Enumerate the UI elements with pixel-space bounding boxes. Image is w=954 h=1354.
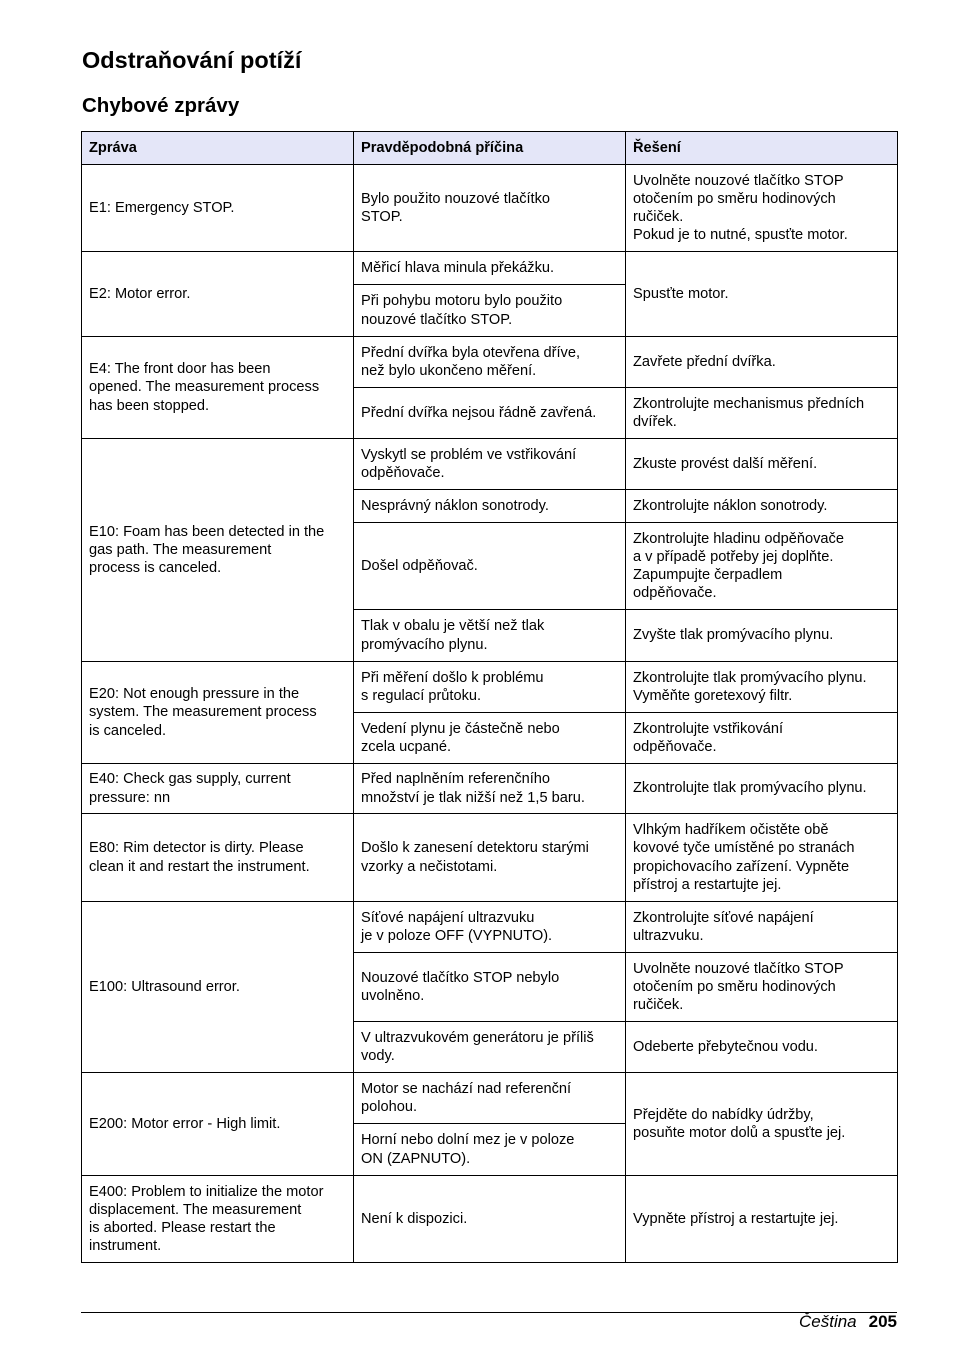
solution: Zvyšte tlak promývacího plynu.	[626, 610, 898, 662]
probable-cause: Horní nebo dolní mez je v poloze ON (ZAPNUTO).	[354, 1124, 626, 1176]
probable-cause: Vyskytl se problém ve vstřikování odpěňovače.	[354, 439, 626, 490]
footer-divider	[81, 1312, 897, 1313]
page-number: 205	[868, 1312, 897, 1331]
table-header-row	[82, 132, 898, 165]
solution: Zkontrolujte vstřikování odpěňovače.	[626, 713, 898, 764]
table-row	[82, 439, 898, 490]
table-row	[82, 902, 898, 953]
probable-cause: V ultrazvukovém generátoru je příliš vody.	[354, 1022, 626, 1073]
header-solution: Řešení	[626, 132, 898, 165]
table-row	[82, 337, 898, 388]
solution: Zkontrolujte síťové napájení ultrazvuku.	[626, 902, 898, 953]
solution: Zkontrolujte tlak promývacího plynu.	[626, 764, 898, 814]
error-messages-table	[81, 131, 898, 1263]
probable-cause: Přední dvířka nejsou řádně zavřená.	[354, 388, 626, 439]
probable-cause: Tlak v obalu je větší než tlak promývacího plynu.	[354, 610, 626, 662]
page-title: Odstraňování potíží	[82, 47, 302, 73]
probable-cause: Nouzové tlačítko STOP nebylo uvolněno.	[354, 953, 626, 1022]
probable-cause: Síťové napájení ultrazvuku je v poloze OFF (VYPNUTO).	[354, 902, 626, 953]
probable-cause: Došel odpěňovač.	[354, 523, 626, 610]
error-message: E1: Emergency STOP.	[82, 165, 354, 252]
solution: Zkontrolujte mechanismus předních dvířek.	[626, 388, 898, 439]
error-message: E80: Rim detector is dirty. Please clean it and restart the instrument.	[82, 814, 354, 902]
probable-cause: Přední dvířka byla otevřena dříve, než bylo ukončeno měření.	[354, 337, 626, 388]
table-row	[82, 1073, 898, 1124]
solution: Přejděte do nabídky údržby, posuňte motor dolů a spusťte jej.	[626, 1073, 898, 1176]
probable-cause: Měřicí hlava minula překážku.	[354, 252, 626, 285]
section-title: Chybové zprávy	[82, 94, 240, 117]
probable-cause: Při měření došlo k problému s regulací průtoku.	[354, 662, 626, 713]
probable-cause: Před naplněním referenčního množství je tlak nižší než 1,5 baru.	[354, 764, 626, 814]
probable-cause: Vedení plynu je částečně nebo zcela ucpané.	[354, 713, 626, 764]
table-row	[82, 814, 898, 902]
solution: Zavřete přední dvířka.	[626, 337, 898, 388]
probable-cause: Není k dispozici.	[354, 1176, 626, 1263]
probable-cause: Došlo k zanesení detektoru starými vzorky a nečistotami.	[354, 814, 626, 902]
probable-cause: Motor se nachází nad referenční polohou.	[354, 1073, 626, 1124]
table-row	[82, 252, 898, 285]
solution: Zkontrolujte náklon sonotrody.	[626, 490, 898, 523]
error-message: E10: Foam has been detected in the gas path. The measurement process is canceled.	[82, 439, 354, 662]
error-message: E20: Not enough pressure in the system. The measurement process is canceled.	[82, 662, 354, 764]
table-row	[82, 165, 898, 252]
error-message: E4: The front door has been opened. The measurement process has been stopped.	[82, 337, 354, 439]
solution: Uvolněte nouzové tlačítko STOP otočením po směru hodinových ručiček.	[626, 953, 898, 1022]
solution: Spusťte motor.	[626, 252, 898, 337]
footer-language: Čeština	[798, 1312, 857, 1331]
error-message: E40: Check gas supply, current pressure: nn	[82, 764, 354, 814]
solution: Vlhkým hadříkem očistěte obě kovové tyče umístěné po stranách propichovacího zařízení. Vypněte přístroj a restartujte jej.	[626, 814, 898, 902]
probable-cause: Nesprávný náklon sonotrody.	[354, 490, 626, 523]
solution: Zkontrolujte hladinu odpěňovače a v případě potřeby jej doplňte. Zapumpujte čerpadlem odpěňovače.	[626, 523, 898, 610]
table-row	[82, 764, 898, 814]
error-message: E400: Problem to initialize the motor displacement. The measurement is aborted. Please restart the instrument.	[82, 1176, 354, 1263]
solution: Zkuste provést další měření.	[626, 439, 898, 490]
solution: Zkontrolujte tlak promývacího plynu. Vyměňte goretexový filtr.	[626, 662, 898, 713]
solution: Uvolněte nouzové tlačítko STOP otočením po směru hodinových ručiček. Pokud je to nutné, spusťte motor.	[626, 165, 898, 252]
probable-cause: Při pohybu motoru bylo použito nouzové tlačítko STOP.	[354, 285, 626, 337]
solution: Vypněte přístroj a restartujte jej.	[626, 1176, 898, 1263]
table-row	[82, 1176, 898, 1263]
header-message: Zpráva	[82, 132, 354, 165]
solution: Odeberte přebytečnou vodu.	[626, 1022, 898, 1073]
error-message: E200: Motor error - High limit.	[82, 1073, 354, 1176]
header-cause: Pravděpodobná příčina	[354, 132, 626, 165]
page-footer	[799, 1311, 897, 1333]
error-message: E100: Ultrasound error.	[82, 902, 354, 1073]
table-row	[82, 662, 898, 713]
error-message: E2: Motor error.	[82, 252, 354, 337]
probable-cause: Bylo použito nouzové tlačítko STOP.	[354, 165, 626, 252]
